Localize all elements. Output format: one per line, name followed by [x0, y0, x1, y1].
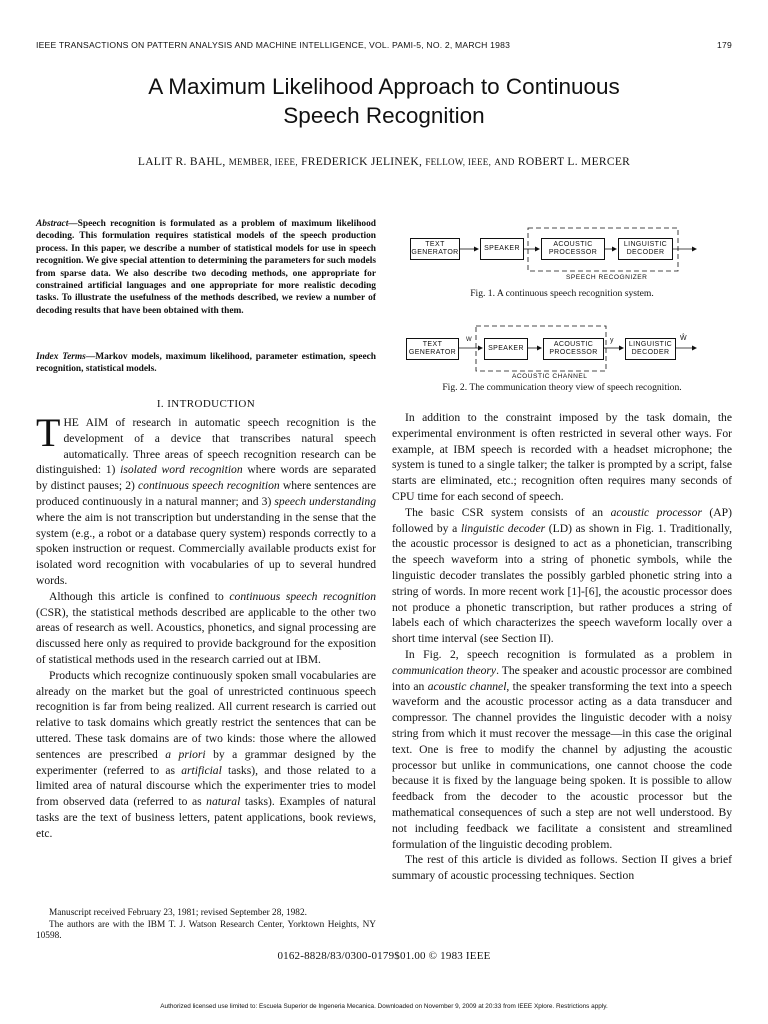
section-heading-introduction: I. INTRODUCTION [156, 398, 256, 410]
running-header [36, 40, 732, 50]
symbol-y: y [610, 337, 614, 344]
title-line-2: Speech Recognition [283, 103, 485, 128]
license-notice: Authorized licensed use limited to: Escuela Superior de Ingeneria Mecanica. Downloaded on November 9, 2009 at 20:33 from IEEE Xplore. Restrictions apply. [160, 1003, 608, 1010]
author-and: AND [494, 157, 515, 167]
abstract [36, 218, 376, 317]
fig2-linguistic-decoder-box: LINGUISTIC DECODER [625, 338, 676, 360]
fig2-text-generator-box: TEXT GENERATOR [406, 338, 459, 360]
fig2-acoustic-processor-box: ACOUSTIC PROCESSOR [543, 338, 604, 360]
speech-recognizer-label: SPEECH RECOGNIZER [566, 274, 648, 281]
drop-cap: T [36, 410, 61, 455]
intro-paragraph-2: Although this article is confined to continuous speech recognition (CSR), the statistical methods described are applicable to the other two areas of research as well. Acoustics, phonetics, and signal processing are discussed here only as required to provide background for the exposition of statistical methods used in the research carried out at IBM. [36, 589, 376, 666]
arrowhead-w [478, 346, 483, 351]
arrowhead-4 [692, 247, 697, 252]
right-paragraph-3: In Fig. 2, speech recognition is formulated as a problem in communication theory. The speaker and acoustic processor are combined into an acoustic channel, the speaker transforming the text into a speech waveform and the acoustic processor acting as a data transducer and compressor. The channel provides the linguistic decoder with a noisy string from which it must recover the message—in this case the original text. One is free to modify the channel by adjusting the acoustic processor but unlike in communications, one cannot choose the code because it is fixed by the language being spoken. It is possible to allow feedback from the decoder to the acoustic processor but the mathematical consequences of such a step are not well understood. By not including feedback we facilitate a consistent and streamlined formulation of the linguistic decoding problem. [392, 647, 733, 851]
index-terms [36, 351, 376, 376]
symbol-w: W [466, 337, 473, 343]
figure-1-caption: Fig. 1. A continuous speech recognition system. [470, 288, 654, 299]
author-1: LALIT R. BAHL, [137, 156, 226, 168]
arrowhead-what [692, 346, 697, 351]
acoustic-channel-label: ACOUSTIC CHANNEL [512, 373, 588, 380]
fig1-text-generator-box: TEXT GENERATOR [410, 238, 460, 260]
right-paragraph-1: In addition to the constraint imposed by the task domain, the experimental environment is often restricted in several other ways. For example, at IBM speech is recorded with a headset microphone; the system is tuned to a single talker; the talker is prompted by a script, false starts are eliminated, etc.; recognition often requires many seconds of CPU time for each second of speech. [392, 411, 732, 503]
fig1-acoustic-processor-box: ACOUSTIC PROCESSOR [541, 238, 605, 260]
footnote [36, 908, 376, 943]
footnote-affiliation: The authors are with the IBM T. J. Watson Research Center, Yorktown Heights, NY 10598. [36, 919, 376, 942]
right-paragraph-4: The rest of this article is divided as follows. Section II gives a brief summary of acoustic processing techniques. Section [392, 853, 732, 883]
fig1-speaker-box: SPEAKER [480, 238, 524, 260]
symbol-w-hat: Ŵ [680, 335, 688, 342]
arrowhead-1 [474, 247, 479, 252]
right-paragraph-2: The basic CSR system consists of an acoustic processor (AP) followed by a linguistic decoder (LD) as shown in Fig. 1. Traditionally, the acoustic processor is designed to act as a phonetician, transcribing the speech waveform into a string of phonetic symbols, while the linguistic decoder translates the possibly garbled phonetic string into a string of words. In more recent work [1]-[6], the acoustic processor does not produce a phonetic transcription, but rather produces a string of labels each of which characterizes the speech waveform locally over a short time interval (see Section II). [392, 505, 733, 646]
abstract-label: Abstract [36, 219, 69, 229]
author-1-role: MEMBER, IEEE, [228, 157, 298, 167]
right-column-body [392, 410, 732, 884]
arrowhead-y [619, 346, 624, 351]
arrowhead-speaker [537, 346, 542, 351]
footnote-received: Manuscript received February 23, 1981; revised September 28, 1982. [49, 908, 307, 918]
author-3: ROBERT L. MERCER [517, 156, 631, 168]
figure-2-caption: Fig. 2. The communication theory view of speech recognition. [442, 382, 682, 393]
copyright-line: 0162-8828/83/0300-0179$01.00 © 1983 IEEE [277, 950, 491, 962]
page-number: 179 [717, 40, 732, 50]
arrowhead-2 [535, 247, 540, 252]
author-line [40, 156, 728, 168]
intro-paragraph-1: THE AIM of research in automatic speech recognition is the development of a device that transcribes natural speech automatically. Three areas of speech recognition research can be distinguished: 1) isolated word recognition where words are separated by distinct pauses; 2) continuous speech recognition where sentences are produced continuously in a natural manner; and 3) speech understanding where the aim is not transcription but understanding in the sense that the system (e.g., a robot or a database query system) responds correctly to a spoken instruction or request. Commercially available products exist for isolated word recognition with vocabularies of up to several hundred words. [36, 410, 376, 587]
title-line-1: A Maximum Likelihood Approach to Continuous [148, 74, 620, 99]
paper-title [40, 72, 728, 130]
figure-2 [392, 322, 732, 400]
intro-paragraph-3: Products which recognize continuously spoken small vocabularies are already on the market but the goal of unrestricted continuous speech recognition is far from being realized. All current research is carried out relative to task domains which greatly restrict the sentences that can be uttered. These task domains are of two kinds: those where the allowed sentences are prescribed a priori by a grammar designed by the experimenter (referred to as artificial tasks), and those related to a limited area of natural discourse which the experimenter tries to model from observed data (referred to as natural tasks). Examples of natural tasks are the text of business letters, patent applications, book reviews, etc. [36, 668, 376, 840]
author-2: FREDERICK JELINEK, [301, 156, 423, 168]
fig1-linguistic-decoder-box: LINGUISTIC DECODER [618, 238, 673, 260]
figure-1 [392, 222, 732, 302]
journal-line: IEEE TRANSACTIONS ON PATTERN ANALYSIS AND MACHINE INTELLIGENCE, VOL. PAMI-5, NO. 2, MARCH 1983 [36, 40, 511, 50]
index-terms-text: —Markov models, maximum likelihood, parameter estimation, speech recognition, statistical models. [36, 352, 376, 375]
left-column-body [36, 410, 376, 842]
fig2-speaker-box: SPEAKER [484, 338, 528, 360]
abstract-text: —Speech recognition is formulated as a problem of maximum likelihood decoding. This formulation requires statistical models of the speech production process. In this paper, we describe a number of statistical models for use in speech recognition. We give special attention to determining the parameters for such models from sparse data. We also describe two decoding methods, one appropriate for constrained artificial languages and one appropriate for more realistic decoding tasks. To illustrate the usefulness of the methods described, we review a number of decoding results that have been obtained with them. [36, 219, 376, 316]
index-terms-label: Index Terms [36, 352, 86, 362]
arrowhead-3 [612, 247, 617, 252]
author-2-role: FELLOW, IEEE, [425, 157, 492, 167]
